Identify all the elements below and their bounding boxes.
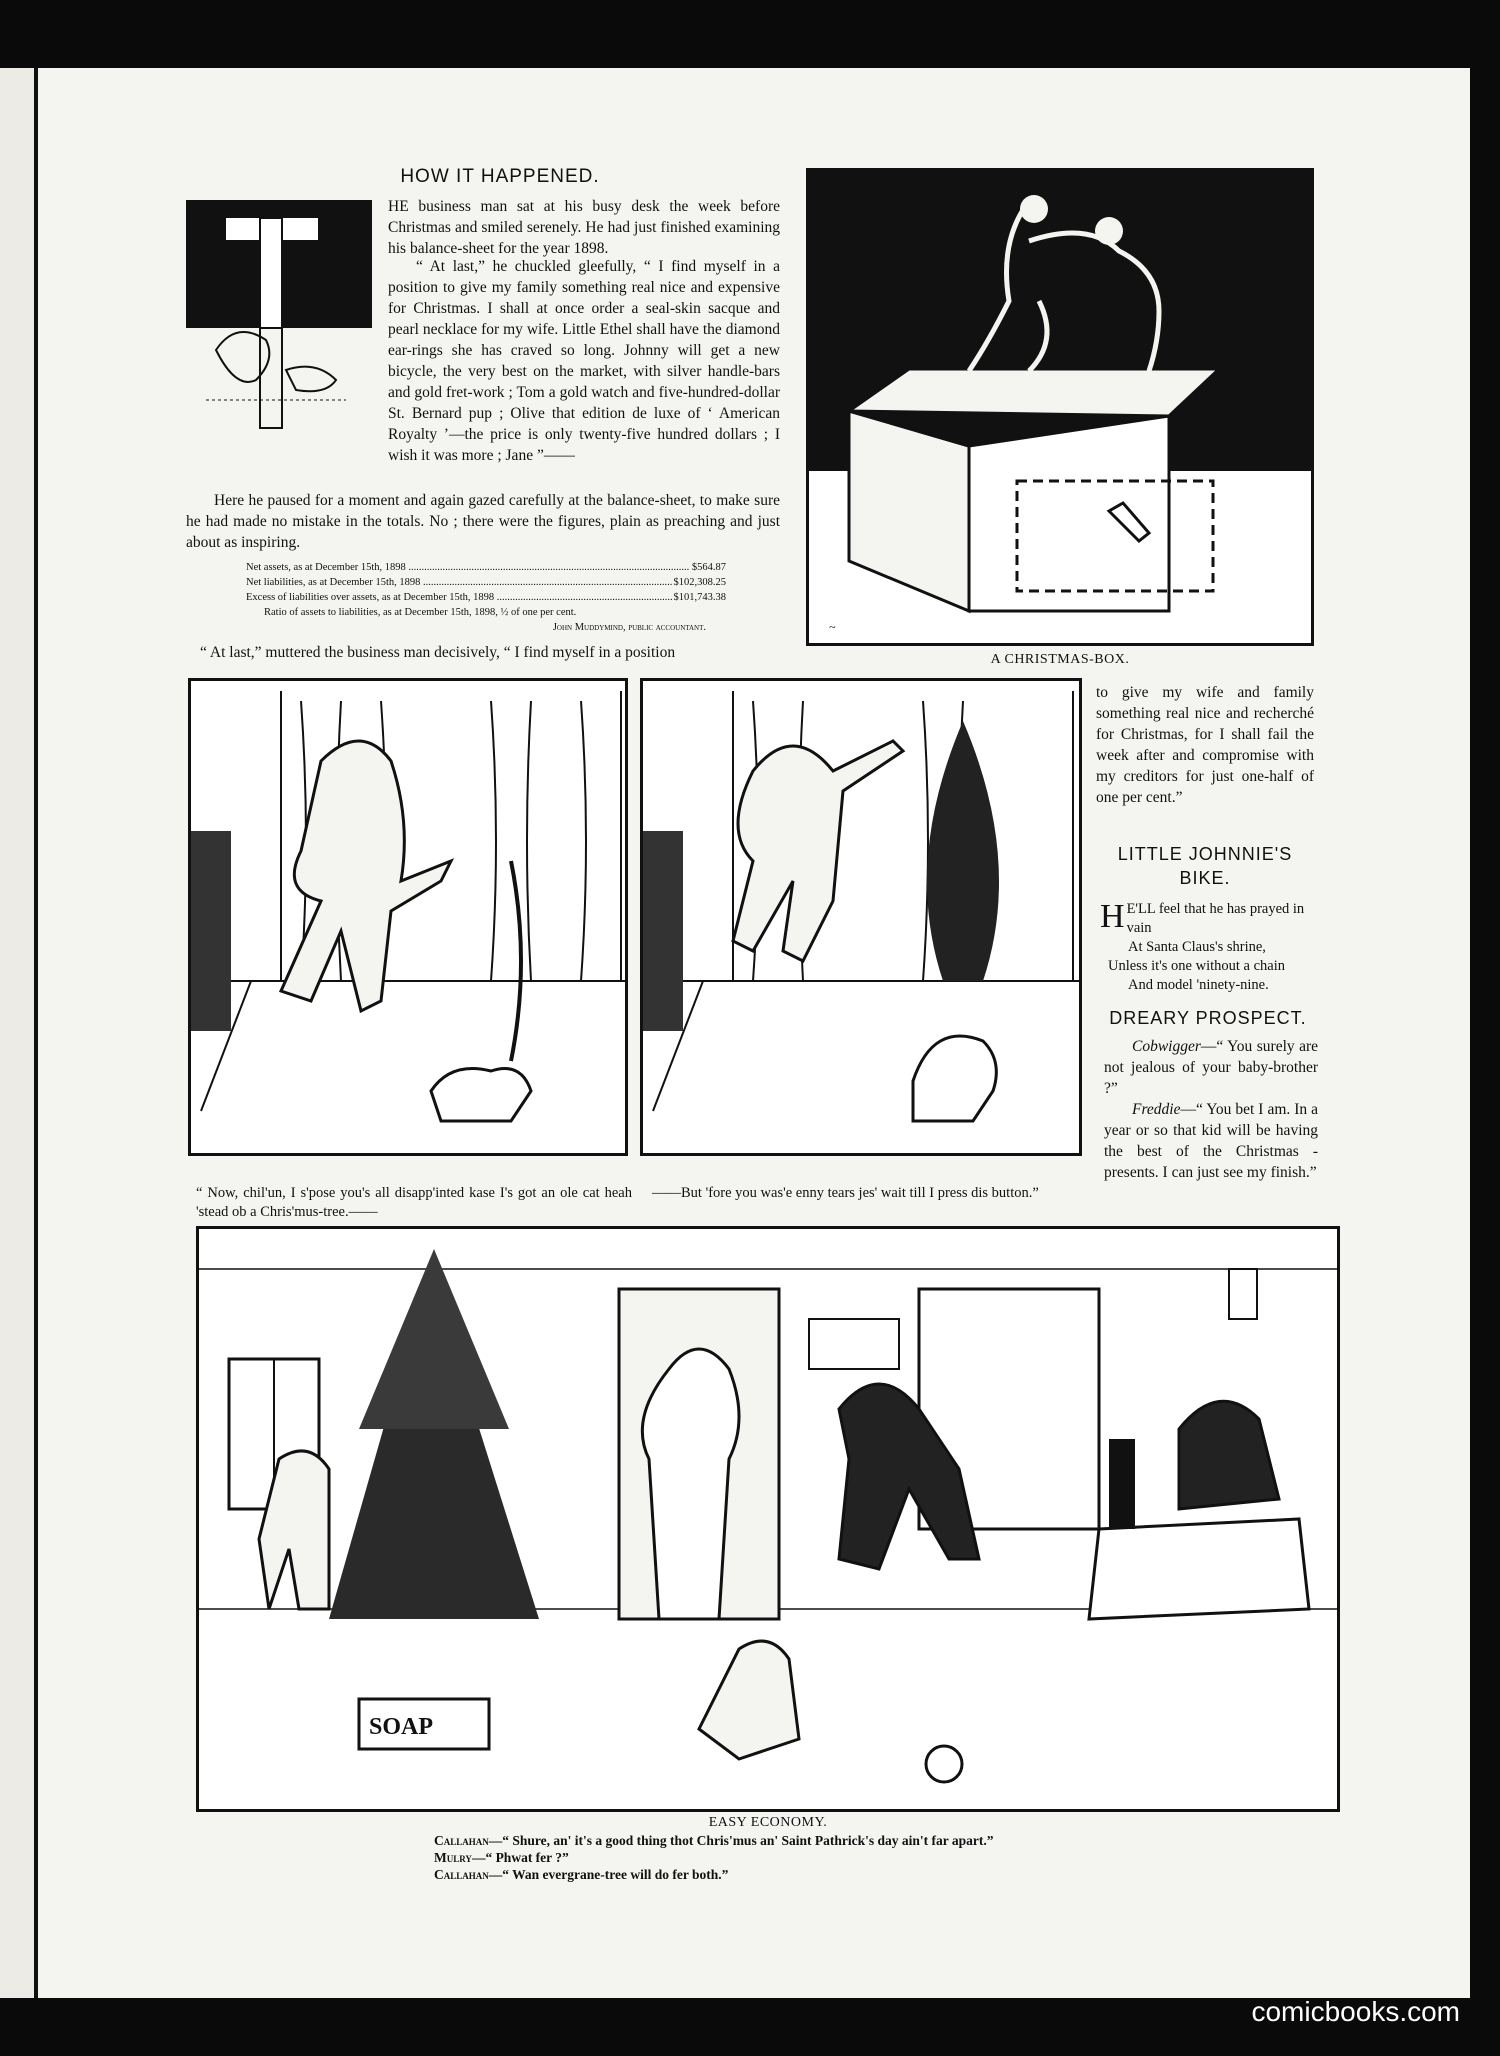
article-para-3: Here he paused for a moment and again gazed carefully at the balance-sheet, to make sure he had made no mistake in the totals. No ; there were the figures, plain as preaching and just about as inspiring. [186,492,780,551]
balance-sheet [246,560,726,635]
ledger-row: Net liabilities, as at December 15th, 1898 ..... $102,308.25 [246,575,726,590]
dialogue-line: Callahan—“ Wan evergrane-tree will do fer both.” [434,1867,729,1882]
article-para-5: to give my wife and family something real nice and recherché for Christmas, for I shall fail the week after and compromise with my creditors for just one-half of one per cent.” [1096,684,1314,806]
dreary-speaker-1: Cobwigger [1132,1038,1201,1055]
poem-title: LITTLE JOHNNIE'S BIKE. [1117,844,1293,888]
article-body-top [388,196,780,259]
poem-initial: H [1100,898,1125,935]
dreary-line-1: —“ You surely are not jealous of your baby-brother ?” [1104,1038,1318,1097]
easy-economy-dialogue [434,1832,1254,1883]
site-watermark: comicbooks.com [1251,1996,1460,2027]
article-title: HOW IT HAPPENED. [400,166,600,187]
article-para-1: HE business man sat at his busy desk the week before Christmas and smiled serenely. He had just finished examining his balance-sheet for the year 1898. [388,198,780,257]
cat-comic-caption-right: ——But 'fore you was'e enny tears jes' wait till I press dis button.” [652,1185,1039,1201]
easy-economy-illustration [196,1226,1340,1812]
article-body-main [186,256,780,466]
ledger-row: Excess of liabilities over assets, as at December 15th, 1898 ..... $101,743.38 [246,590,726,605]
dialogue-line: Callahan—“ Shure, an' it's a good thing thot Chris'mus an' Saint Pathrick's day ain't far apart.” [434,1833,994,1848]
poem-line-4: And model 'ninety-nine. [1128,977,1269,993]
article-para-2: “ At last,” he chuckled gleefully, “ I find myself in a position to give my family something real nice and expensive for Christmas. I shall at once order a seal-skin sacque and pearl necklace for my wife. Little Ethel shall have the diamond ear-rings she has craved so long. Johnny will get a new bicycle, the very best on the market, with silver handle-bars and gold fret-work ; Tom a gold watch and five-hundred-dollar St. Bernard pup ; Olive that edition de luxe of ‘ American Royalty ’—the price is only twenty-five hundred dollars ; I wish it was more ; Jane ”—— [388,258,780,464]
svg-text:~: ~ [829,620,836,634]
cat-comic-caption-left: “ Now, chil'un, I s'pose you's all disapp'inted kase I's got an ole cat heah 'stead ob a Chris'mus-tree.—— [196,1185,632,1220]
facing-page-edge [0,68,38,1998]
poem-line-2: At Santa Claus's shrine, [1128,939,1266,955]
poem-line-1: E'LL feel that he has prayed in vain [1126,901,1305,936]
dreary-line-2: —“ You bet I am. In a year or so that kid will be having the best of the Christmas - presents. I can just see my finish.” [1104,1101,1318,1181]
easy-economy-title: EASY ECONOMY. [708,1815,828,1830]
article-body-para3 [186,490,780,553]
dialogue-line: Mulry—“ Phwat fer ?” [434,1850,569,1865]
ledger-row: Net assets, as at December 15th, 1898 ..... $564.87 [246,560,726,575]
ledger-ratio: Ratio of assets to liabilities, as at December 15th, 1898, ½ of one per cent. [264,607,577,618]
poem-body [1100,900,1314,995]
poem-line-3: Unless it's one without a chain [1108,958,1285,974]
dreary-title: DREARY PROSPECT. [1109,1008,1307,1028]
christmas-box-caption: A CHRISTMAS-BOX. [990,652,1130,667]
ledger-signature: John Muddymind, public accountant. [552,622,706,633]
cat-comic-panel-left [188,678,628,1156]
article-para-4: “ At last,” muttered the business man decisively, “ I find myself in a position [200,644,676,661]
soap-box-label: SOAP [369,1714,434,1740]
cat-comic-panel-right [640,678,1082,1156]
christmas-box-illustration [806,168,1314,646]
dreary-speaker-2: Freddie [1132,1101,1181,1118]
dreary-body [1104,1036,1318,1183]
